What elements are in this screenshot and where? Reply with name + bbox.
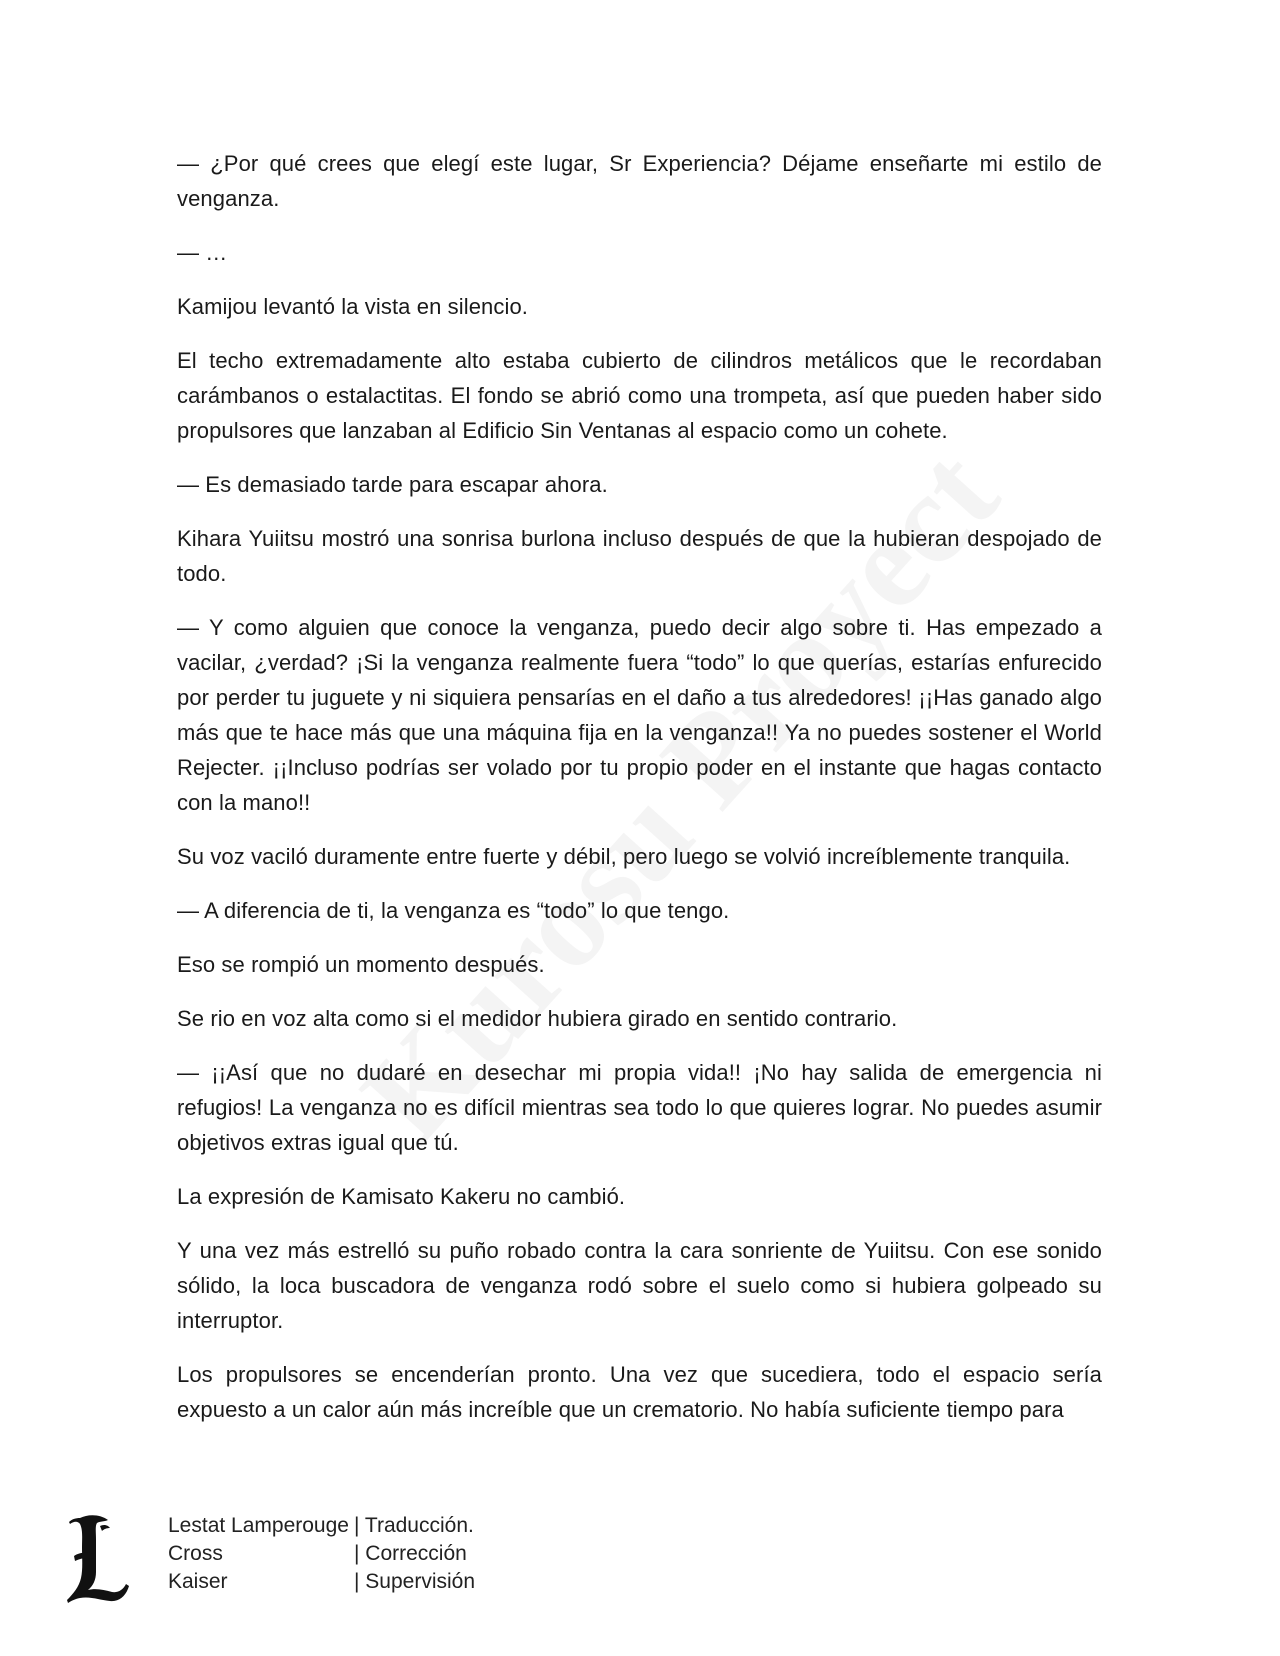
paragraph: Su voz vaciló duramente entre fuerte y débil, pero luego se volvió increíblemente tranquila.	[177, 844, 1071, 869]
credit-role: | Corrección	[354, 1542, 467, 1565]
gothic-L-icon	[66, 1512, 130, 1604]
paragraph: Kamijou levantó la vista en silencio.	[177, 294, 528, 319]
paragraph: Eso se rompió un momento después.	[177, 952, 545, 977]
credit-role: | Supervisión	[354, 1570, 476, 1593]
credit-row	[168, 1540, 475, 1568]
paragraph: Y una vez más estrelló su puño robado contra la cara sonriente de Yuiitsu. Con ese sonido sólido, la loca buscadora de venganza rodó sobre el suelo como si hubiera golpeado su interruptor.	[177, 1238, 1102, 1333]
credit-name: Kaiser	[168, 1570, 228, 1593]
page-footer	[66, 1512, 626, 1616]
document-body	[177, 146, 1102, 1427]
credits	[168, 1512, 475, 1596]
paragraph: Kihara Yuiitsu mostró una sonrisa burlona incluso después de que la hubieran despojado de todo.	[177, 526, 1102, 586]
paragraph: — A diferencia de ti, la venganza es “todo” lo que tengo.	[177, 898, 730, 923]
credit-row	[168, 1568, 475, 1596]
credit-name: Cross	[168, 1542, 223, 1565]
paragraph: Se rio en voz alta como si el medidor hubiera girado en sentido contrario.	[177, 1006, 898, 1031]
credit-role: | Traducción.	[354, 1514, 474, 1537]
paragraph: — ¿Por qué crees que elegí este lugar, Sr Experiencia? Déjame enseñarte mi estilo de venganza.	[177, 151, 1102, 211]
paragraph: — …	[177, 240, 228, 265]
paragraph: Los propulsores se encenderían pronto. Una vez que sucediera, todo el espacio sería expuesto a un calor aún más increíble que un crematorio. No había suficiente tiempo para	[177, 1362, 1102, 1422]
credit-row	[168, 1512, 475, 1540]
paragraph: La expresión de Kamisato Kakeru no cambió.	[177, 1184, 626, 1209]
paragraph: El techo extremadamente alto estaba cubierto de cilindros metálicos que le recordaban carámbanos o estalactitas. El fondo se abrió como una trompeta, así que pueden haber sido propulsores que lanzaban al Edificio Sin Ventanas al espacio como un cohete.	[177, 348, 1102, 443]
paragraph: — ¡¡Así que no dudaré en desechar mi propia vida!! ¡No hay salida de emergencia ni refugios! La venganza no es difícil mientras sea todo lo que quieres lograr. No puedes asumir objetivos extras igual que tú.	[177, 1060, 1102, 1155]
paragraph: — Y como alguien que conoce la venganza, puedo decir algo sobre ti. Has empezado a vacilar, ¿verdad? ¡Si la venganza realmente fuera “todo” lo que querías, estarías enfurecido por perder tu juguete y ni siquiera pensarías en el daño a tus alrededores! ¡¡Has ganado algo más que te hace más que una máquina fija en la venganza!! Ya no puedes sostener el World Rejecter. ¡¡Incluso podrías ser volado por tu propio poder en el instante que hagas contacto con la mano!!	[177, 615, 1102, 815]
paragraph: — Es demasiado tarde para escapar ahora.	[177, 472, 608, 497]
credit-name: Lestat Lamperouge	[168, 1514, 349, 1537]
